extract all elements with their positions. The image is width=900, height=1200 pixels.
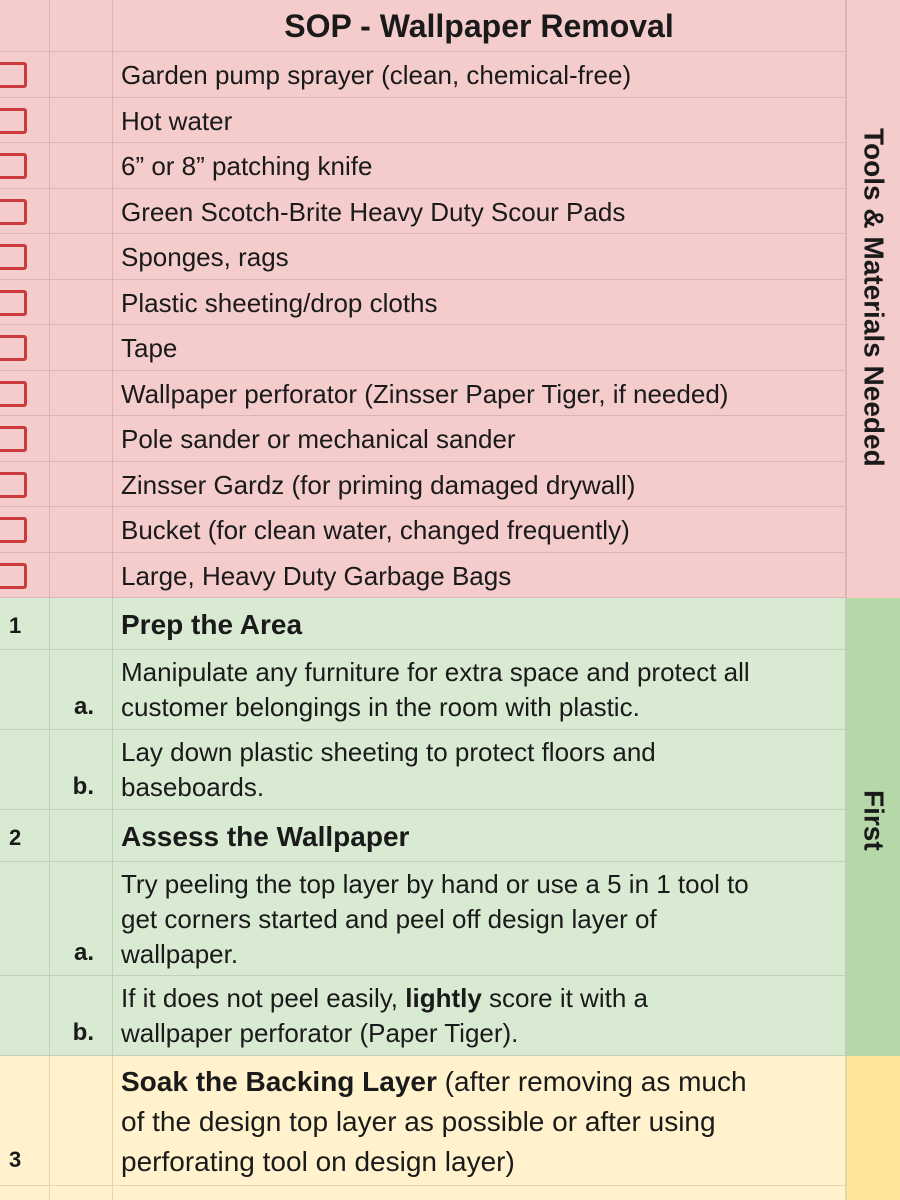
step-row	[0, 1186, 900, 1200]
tool-row	[0, 371, 900, 417]
tool-row	[0, 462, 900, 508]
tool-label: Tape	[113, 325, 846, 371]
tool-label: Bucket (for clean water, changed frequently)	[113, 507, 846, 553]
tool-checkbox[interactable]	[0, 199, 27, 225]
tool-row	[0, 416, 900, 462]
substep-text: Try peeling the top layer by hand or use a 5 in 1 tool to get corners started and peel off design layer of wallpaper.	[113, 862, 846, 976]
tool-checkbox[interactable]	[0, 381, 27, 407]
substep-letter: b.	[72, 1019, 94, 1046]
tool-row	[0, 143, 900, 189]
tool-row	[0, 553, 900, 599]
section-label-first: First	[858, 790, 890, 851]
section-first	[846, 598, 900, 1056]
tool-checkbox[interactable]	[0, 472, 27, 498]
step-row	[0, 1056, 900, 1186]
step-row	[0, 598, 900, 650]
tool-row	[0, 189, 900, 235]
substep-row	[0, 976, 900, 1056]
tool-checkbox[interactable]	[0, 335, 27, 361]
step-row	[0, 810, 900, 862]
tool-row	[0, 325, 900, 371]
step-number: 3	[9, 1147, 22, 1172]
step-number: 1	[9, 613, 22, 638]
substep-letter: a.	[73, 693, 94, 720]
tool-label: Zinsser Gardz (for priming damaged drywall)	[113, 462, 846, 508]
emphasis-text: lightly	[405, 983, 482, 1013]
tool-label: Wallpaper perforator (Zinsser Paper Tiger, if needed)	[113, 371, 846, 417]
page-title: SOP - Wallpaper Removal	[113, 0, 846, 52]
tool-row	[0, 507, 900, 553]
tool-checkbox[interactable]	[0, 153, 27, 179]
tool-label: 6” or 8” patching knife	[113, 143, 846, 189]
tool-checkbox[interactable]	[0, 108, 27, 134]
tool-label: Pole sander or mechanical sander	[113, 416, 846, 462]
step-description: Soak the Backing Layer (after removing as much of the design top layer as possible or after using perforating tool on design layer)	[113, 1056, 846, 1186]
tool-checkbox[interactable]	[0, 244, 27, 270]
substep-row	[0, 650, 900, 730]
tool-label: Hot water	[113, 98, 846, 144]
tool-label: Garden pump sprayer (clean, chemical-free)	[113, 52, 846, 98]
tool-label: Plastic sheeting/drop cloths	[113, 280, 846, 326]
section-tools	[846, 0, 900, 598]
tool-checkbox[interactable]	[0, 563, 27, 589]
substep-text: If it does not peel easily, lightly score it with a wallpaper perforator (Paper Tiger).	[113, 976, 846, 1056]
tool-label: Green Scotch-Brite Heavy Duty Scour Pads	[113, 189, 846, 235]
substep-text: Manipulate any furniture for extra space and protect all customer belongings in the room with plastic.	[113, 650, 846, 730]
tool-label: Large, Heavy Duty Garbage Bags	[113, 553, 846, 599]
tool-row	[0, 52, 900, 98]
section-label-tools: Tools & Materials Needed	[858, 128, 890, 467]
tool-label: Sponges, rags	[113, 234, 846, 280]
tool-checkbox[interactable]	[0, 290, 27, 316]
tool-checkbox[interactable]	[0, 62, 27, 88]
tool-row	[0, 280, 900, 326]
substep-row	[0, 730, 900, 810]
step-number: 2	[9, 825, 22, 850]
step-heading: Assess the Wallpaper	[121, 821, 410, 852]
section-next	[846, 1056, 900, 1200]
step-heading: Prep the Area	[121, 609, 303, 640]
substep-letter: b.	[72, 773, 94, 800]
tool-row	[0, 234, 900, 280]
substep-letter: a.	[73, 939, 94, 966]
tool-row	[0, 98, 900, 144]
substep-row	[0, 862, 900, 976]
title-row	[0, 0, 900, 52]
tool-checkbox[interactable]	[0, 426, 27, 452]
tool-checkbox[interactable]	[0, 517, 27, 543]
step-heading: Soak the Backing Layer	[121, 1066, 437, 1097]
substep-text: Lay down plastic sheeting to protect floors and baseboards.	[113, 730, 846, 810]
